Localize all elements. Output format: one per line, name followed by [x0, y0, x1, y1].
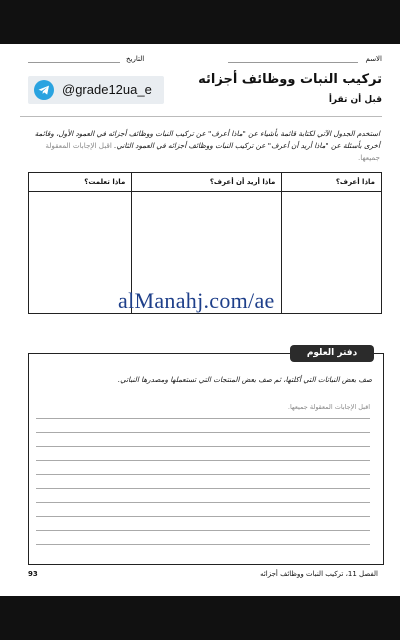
name-label: الاسم	[365, 55, 382, 63]
kwl-col-learned: ماذا تعلمت؟	[29, 173, 132, 192]
journal-prompt: صف بعض النباتات التي أكلتها، ثم صف بعض المنتجات التي تستعملها ومصدرها النباتي.	[117, 375, 372, 384]
writing-line[interactable]	[36, 488, 370, 489]
date-label: التاريخ	[126, 55, 145, 63]
writing-line[interactable]	[36, 432, 370, 433]
writing-line[interactable]	[36, 544, 370, 545]
journal-accept-note: اقبل الإجابات المعقولة جميعها.	[287, 403, 370, 411]
writing-line[interactable]	[36, 502, 370, 503]
footer-chapter: الفصل 11، تركيب النبات ووظائف أجزائه	[260, 570, 378, 578]
writing-line[interactable]	[36, 474, 370, 475]
writing-line[interactable]	[36, 446, 370, 447]
watermark: alManahj.com/ae	[118, 288, 275, 313]
kwl-cell-learned[interactable]	[29, 192, 132, 314]
science-journal-tab: دفتر العلوم	[290, 345, 374, 362]
writing-line[interactable]	[36, 460, 370, 461]
top-black-band	[0, 0, 400, 44]
bottom-black-band	[0, 596, 400, 640]
kwl-col-know: ماذا أعرف؟	[282, 173, 382, 192]
instructions	[22, 128, 380, 164]
kwl-header-row	[29, 173, 382, 192]
writing-line[interactable]	[36, 418, 370, 419]
page-number: 93	[28, 570, 38, 578]
science-journal-box	[28, 353, 384, 565]
telegram-icon	[34, 80, 54, 100]
page-title: تركيب النبات ووظائف أجزائه	[198, 72, 382, 87]
writing-line[interactable]	[36, 530, 370, 531]
section-subtitle: قبل أن تقرأ	[328, 95, 382, 105]
instructions-text: استخدم الجدول الآتي لكتابة قائمة بأشياء عن "ماذا أعرف" عن تركيب النبات ووظائف أجزائه في العمود الأول، وقائمة أخرى بأسئلة عن "ماذا أريد أن أعرف" عن تركيب النبات ووظائف أجزائه في العمود الثاني.	[34, 129, 380, 150]
telegram-handle[interactable]: @grade12ua_e	[62, 82, 152, 97]
header-divider	[20, 116, 382, 117]
name-line	[228, 62, 358, 63]
writing-line[interactable]	[36, 516, 370, 517]
kwl-cell-know[interactable]	[282, 192, 382, 314]
kwl-col-want: ماذا أريد أن أعرف؟	[132, 173, 282, 192]
date-line	[28, 62, 120, 63]
instructions-accept-note: اقبل الإجابات المعقولة جميعها.	[45, 141, 380, 162]
